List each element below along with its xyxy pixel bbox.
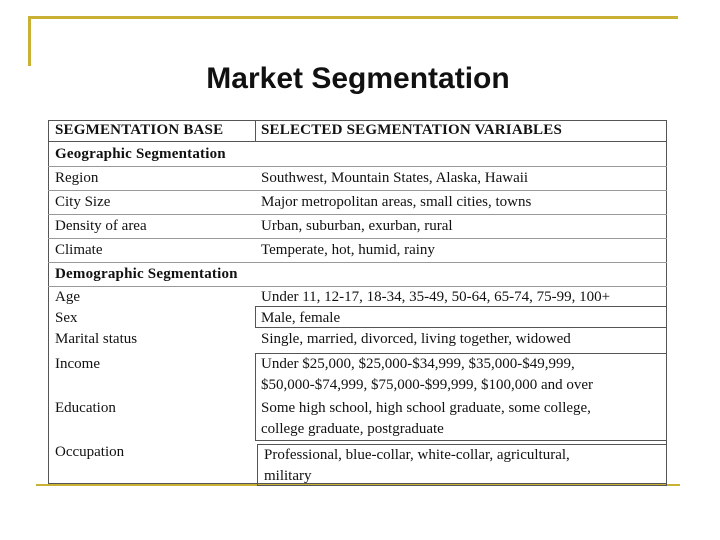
slide-frame-top xyxy=(28,16,678,19)
row-variables: Under $25,000, $25,000-$34,999, $35,000-$49,999, xyxy=(261,356,575,372)
section-heading: Geographic Segmentation xyxy=(55,146,226,162)
row-variables: military xyxy=(264,468,312,484)
row-base: Marital status xyxy=(55,331,138,347)
row-variables: Urban, suburban, exurban, rural xyxy=(261,218,453,234)
header-segmentation-base: SEGMENTATION BASE xyxy=(55,122,224,138)
row-base: City Size xyxy=(55,194,111,210)
row-divider xyxy=(48,238,667,239)
row-divider xyxy=(48,214,667,215)
row-base: Sex xyxy=(55,310,78,326)
row-variables: Temperate, hot, humid, rainy xyxy=(261,242,435,258)
row-divider xyxy=(48,166,667,167)
header-selected-variables: SELECTED SEGMENTATION VARIABLES xyxy=(261,122,563,138)
row-variables: college graduate, postgraduate xyxy=(261,421,444,437)
row-divider xyxy=(48,262,667,263)
row-variables: $50,000-$74,999, $75,000-$99,999, $100,000 and over xyxy=(261,377,594,393)
row-variables: Southwest, Mountain States, Alaska, Hawaii xyxy=(261,170,529,186)
row-variables: Major metropolitan areas, small cities, towns xyxy=(261,194,532,210)
slide-frame-left xyxy=(28,16,31,66)
row-variables: Male, female xyxy=(261,310,341,326)
row-base: Region xyxy=(55,170,99,186)
row-variables: Professional, blue-collar, white-collar, agricultural, xyxy=(264,447,570,463)
row-variables: Single, married, divorced, living together, widowed xyxy=(261,331,571,347)
row-base: Income xyxy=(55,356,100,372)
slide-title: Market Segmentation xyxy=(206,62,510,95)
section-heading: Demographic Segmentation xyxy=(55,266,238,282)
row-variables: Under 11, 12-17, 18-34, 35-49, 50-64, 65-74, 75-99, 100+ xyxy=(261,289,611,305)
row-base: Climate xyxy=(55,242,103,258)
row-divider xyxy=(48,190,667,191)
row-variables: Some high school, high school graduate, some college, xyxy=(261,400,591,416)
row-base: Density of area xyxy=(55,218,147,234)
row-base: Education xyxy=(55,400,116,416)
row-base: Age xyxy=(55,289,80,305)
row-base: Occupation xyxy=(55,444,125,460)
